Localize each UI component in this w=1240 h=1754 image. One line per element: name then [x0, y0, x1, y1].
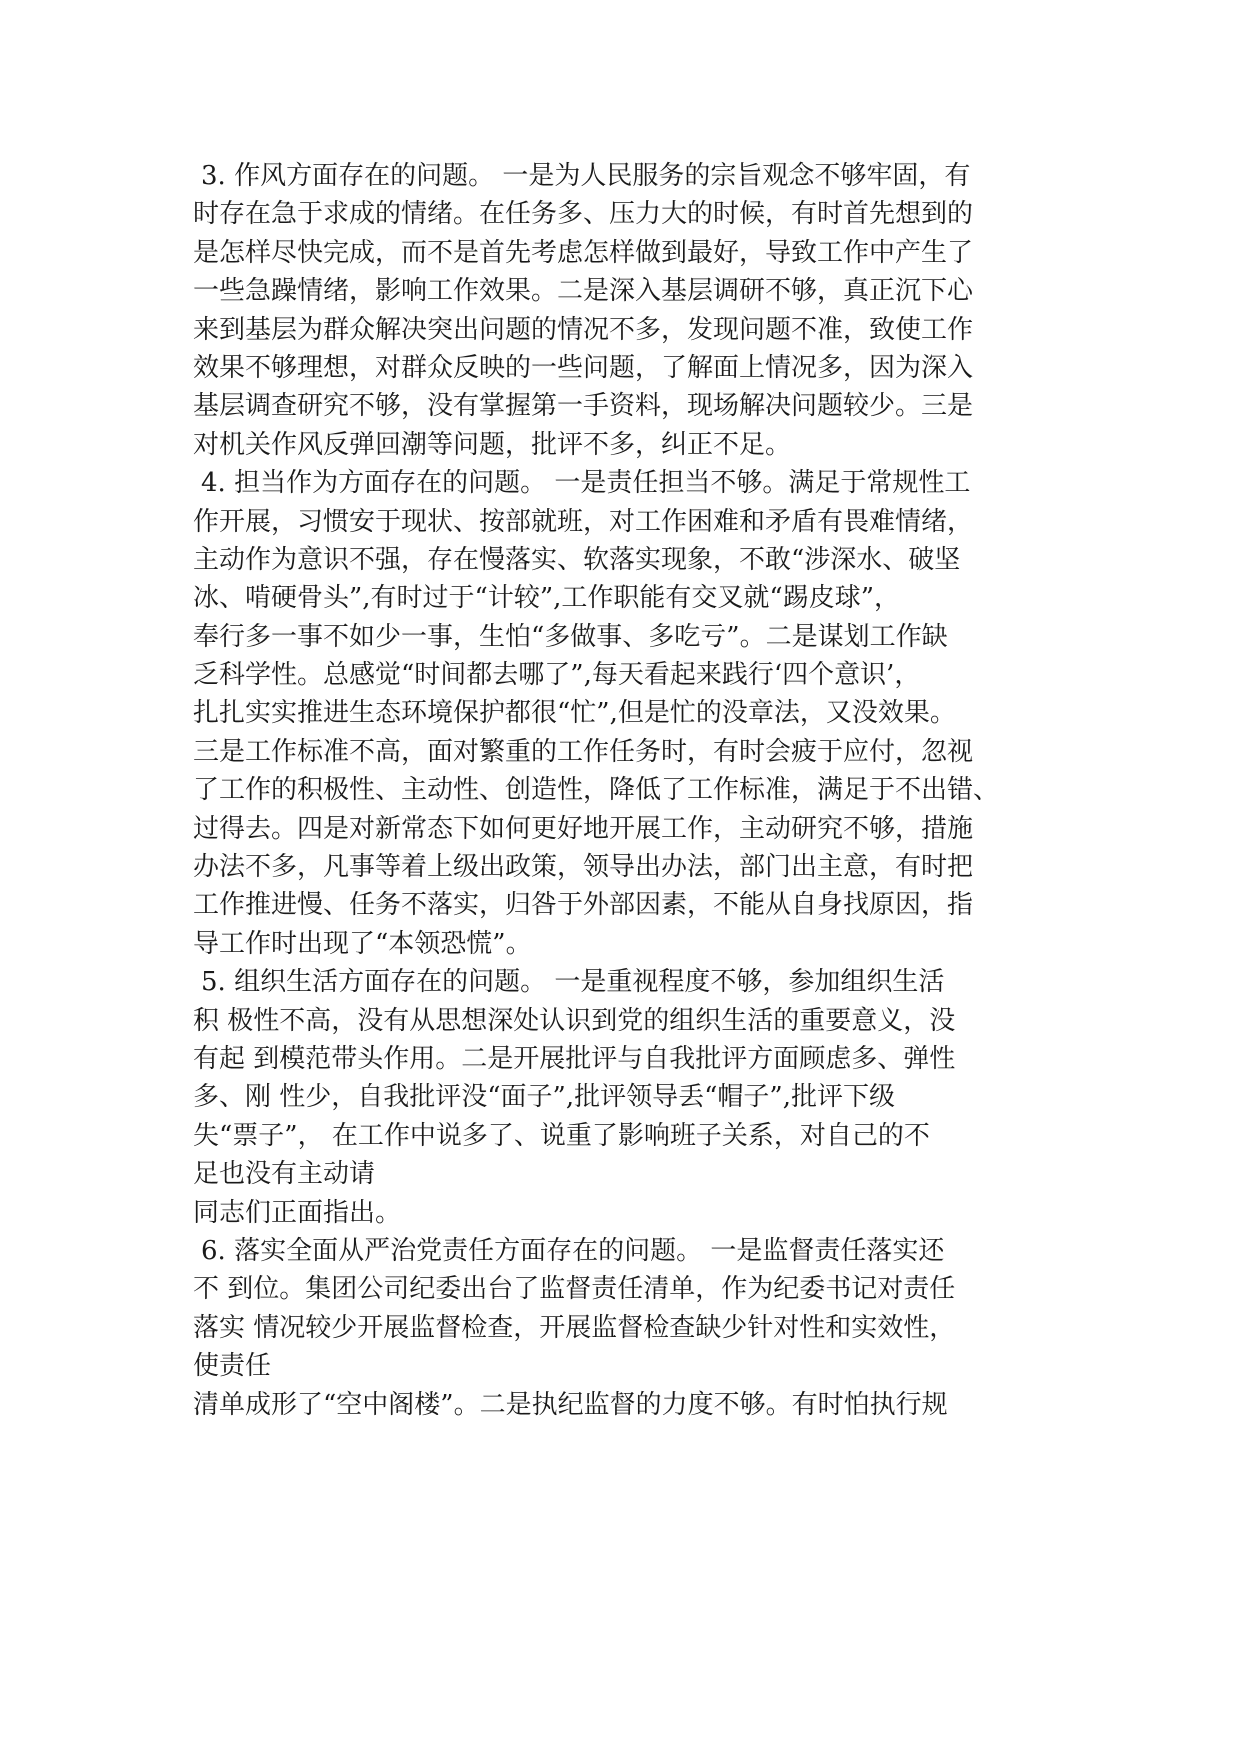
text-line: 多、刚 性少，自我批评没“面子”,批评领导丢“帽子”,批评下级 [193, 1082, 895, 1113]
text-line: 使责任 [193, 1351, 272, 1382]
text-line: 落实 情况较少开展监督检查，开展监督检查缺少针对性和实效性， [193, 1312, 956, 1343]
text-line: 奉行多一事不如少一事，生怕“多做事、多吃亏”。二是谋划工作缺 [193, 621, 948, 652]
section-4-heading-line: 4. 担当作为方面存在的问题。 一是责任担当不够。满足于常规性工 [201, 468, 971, 499]
text-line: 足也没有主动请 [193, 1159, 376, 1190]
text-line: 工作推进慢、任务不落实，归咎于外部因素，不能从自身找原因，指 [193, 890, 974, 921]
text-line: 失“票子”， 在工作中说多了、说重了影响班子关系，对自己的不 [193, 1120, 930, 1151]
section-5-heading-line: 5. 组织生活方面存在的问题。 一是重视程度不够，参加组织生活 [201, 967, 945, 998]
text-line: 主动作为意识不强，存在慢落实、软落实现象，不敢“涉深水、破坚 [193, 544, 961, 575]
text-line: 三是工作标准不高，面对繁重的工作任务时，有时会疲于应付，忽视 [193, 736, 974, 767]
text-line: 一些急躁情绪，影响工作效果。二是深入基层调研不够，真正沉下心 [193, 276, 974, 307]
text-line: 扎扎实实推进生态环境保护都很“忙”,但是忙的没章法，又没效果。 [193, 698, 956, 729]
text-line: 乏科学性。总感觉“时间都去哪了”,每天看起来践行‘四个意识’， [193, 660, 921, 691]
text-line: 基层调查研究不够，没有掌握第一手资料，现场解决问题较少。三是 [193, 391, 974, 422]
text-line: 导工作时出现了“本领恐慌”。 [193, 928, 532, 959]
text-line: 积 极性不高，没有从思想深处认识到党的组织生活的重要意义，没 [193, 1005, 956, 1036]
text-line: 同志们正面指出。 [193, 1197, 402, 1228]
text-line: 了工作的积极性、主动性、创造性，降低了工作标准，满足于不出错、 [193, 775, 1000, 806]
text-line: 时存在急于求成的情绪。在任务多、压力大的时候，有时首先想到的 [193, 199, 974, 230]
section-6-heading-line: 6. 落实全面从严治党责任方面存在的问题。 一是监督责任落实还 [201, 1235, 945, 1266]
text-line: 有起 到模范带头作用。二是开展批评与自我批评方面顾虑多、弹性 [193, 1043, 956, 1074]
section-3-heading-line: 3. 作风方面存在的问题。 一是为人民服务的宗旨观念不够牢固，有 [201, 161, 971, 191]
text-line: 冰、啃硬骨头”,有时过于“计较”,工作职能有交叉就“踢皮球”， [193, 583, 900, 614]
document-body [193, 157, 1053, 1424]
text-line: 对机关作风反弹回潮等问题，批评不多，纠正不足。 [193, 429, 792, 460]
text-line: 效果不够理想，对群众反映的一些问题，了解面上情况多，因为深入 [193, 352, 974, 383]
text-line: 来到基层为群众解决突出问题的情况不多，发现问题不准，致使工作 [193, 314, 974, 345]
text-line: 办法不多，凡事等着上级出政策，领导出办法，部门出主意，有时把 [193, 852, 974, 883]
text-line: 过得去。四是对新常态下如何更好地开展工作，主动研究不够，措施 [193, 813, 974, 844]
text-line: 不 到位。集团公司纪委出台了监督责任清单，作为纪委书记对责任 [193, 1274, 956, 1305]
text-line: 是怎样尽快完成，而不是首先考虑怎样做到最好，导致工作中产生了 [193, 237, 974, 268]
text-line: 清单成形了“空中阁楼”。二是执纪监督的力度不够。有时怕执行规 [193, 1389, 948, 1420]
text-line: 作开展，习惯安于现状、按部就班，对工作困难和矛盾有畏难情绪， [193, 506, 974, 537]
